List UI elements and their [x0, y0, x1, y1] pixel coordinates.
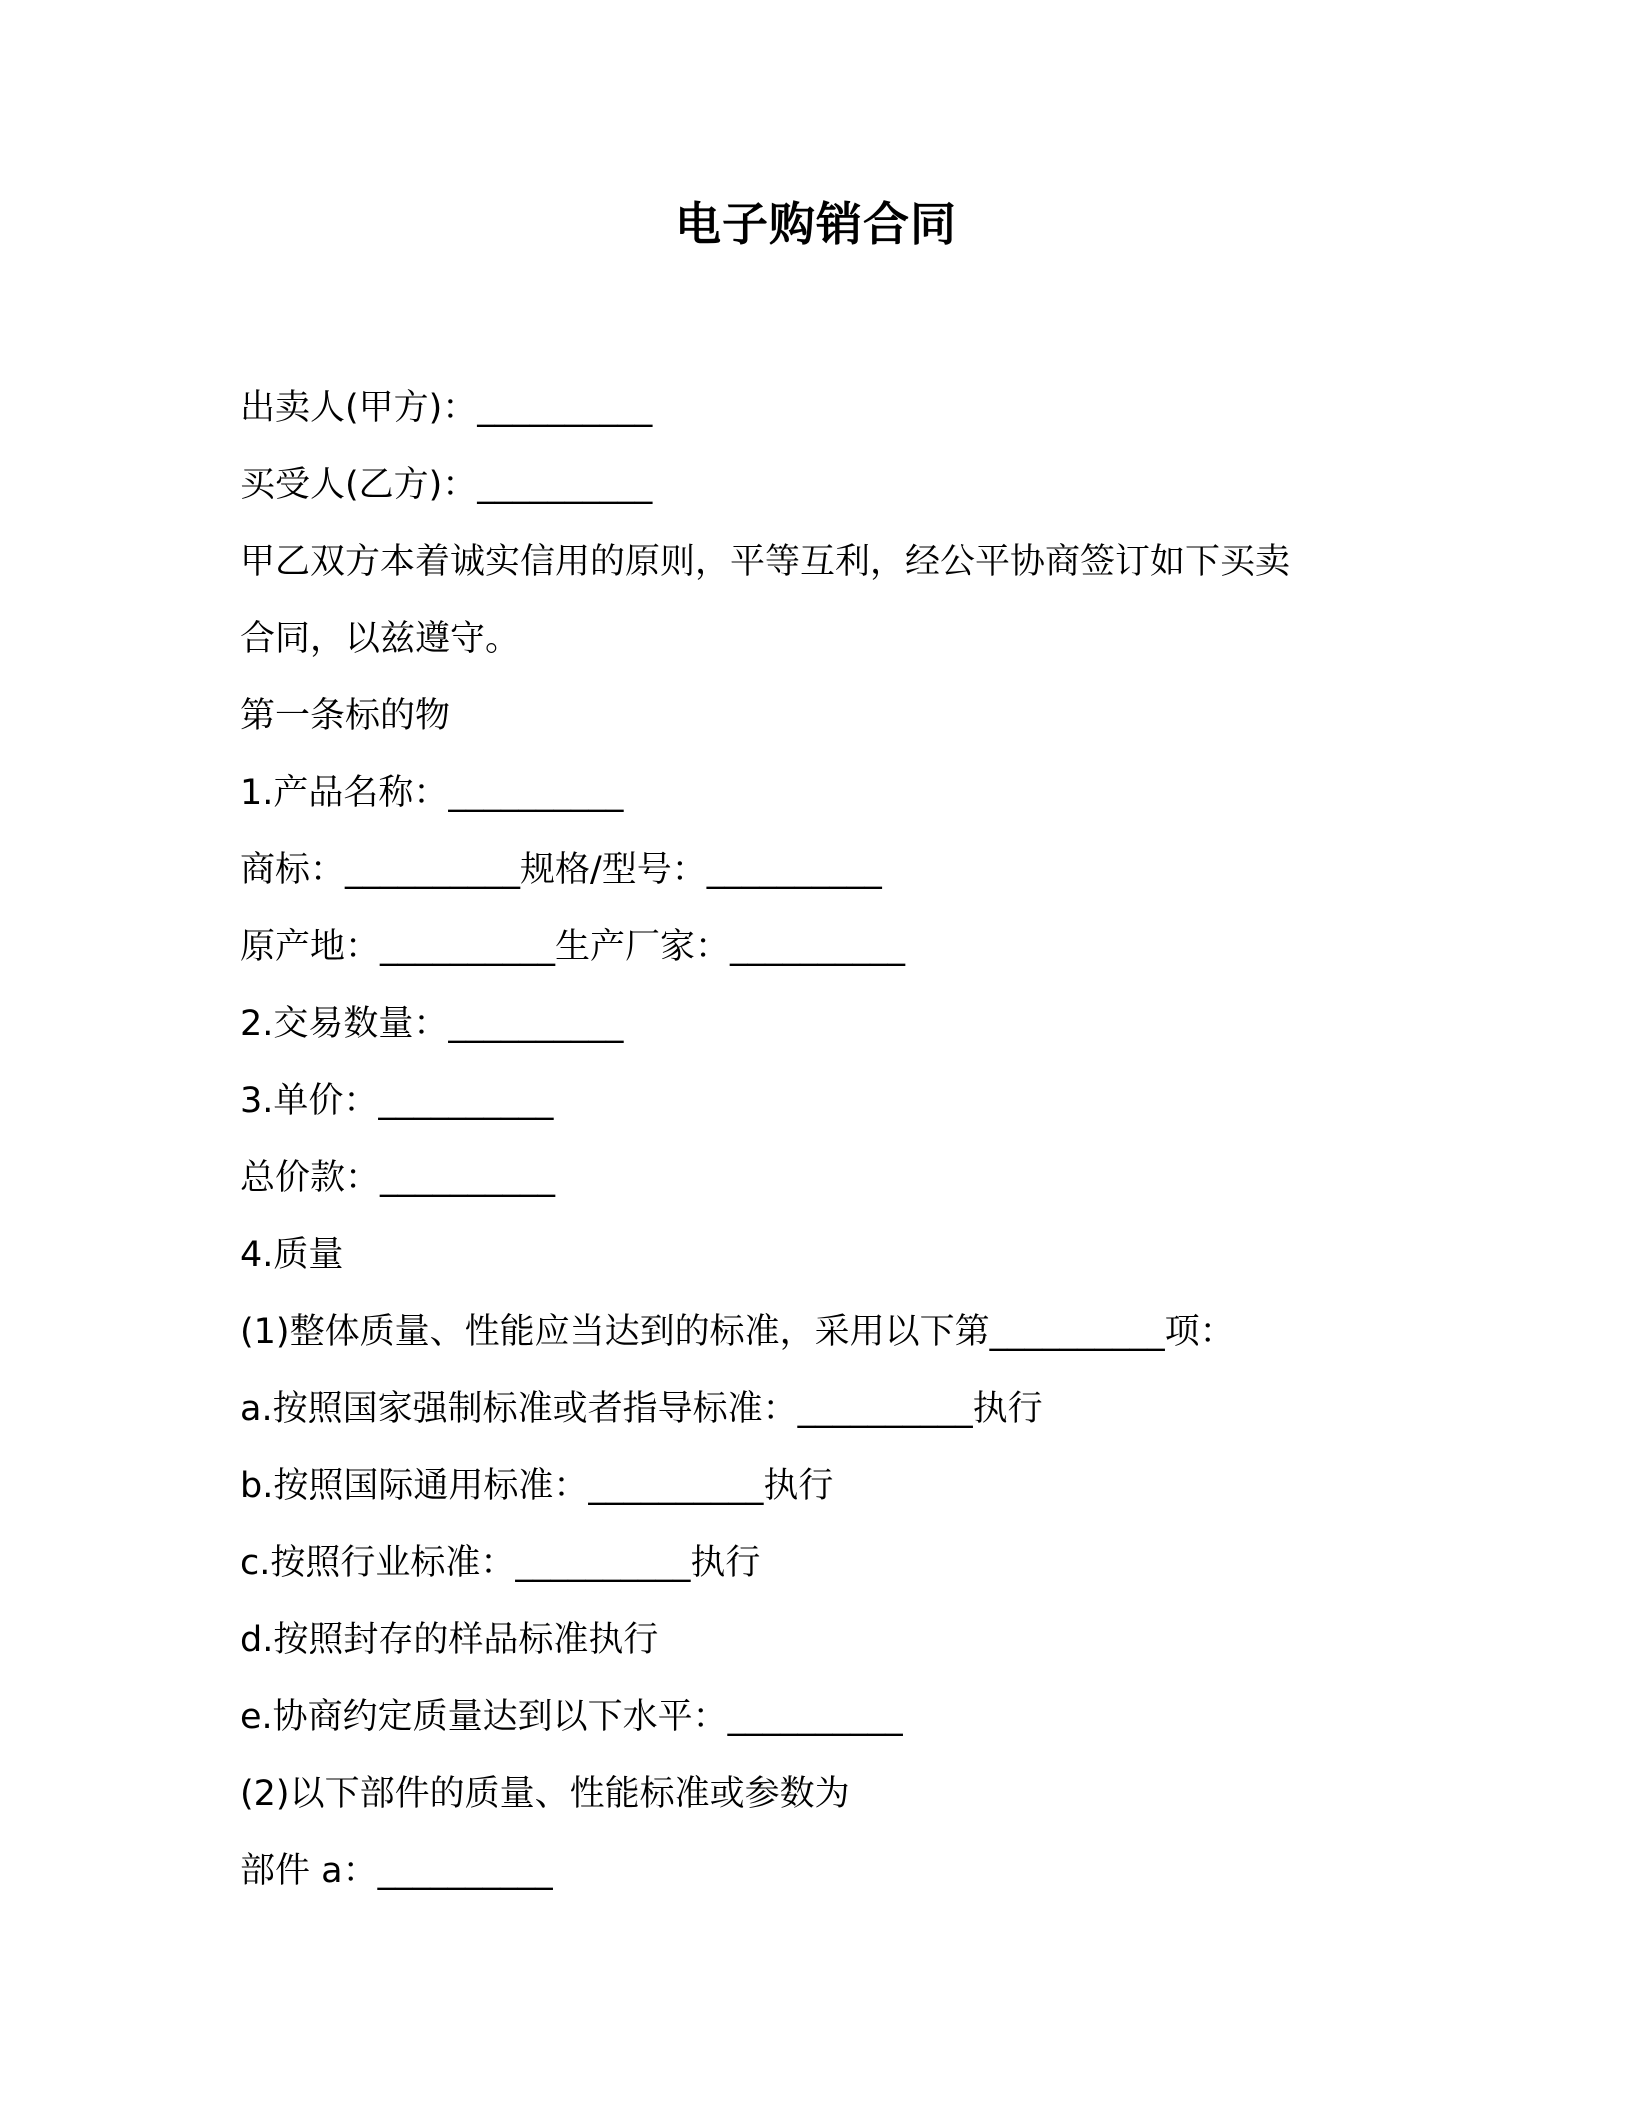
preamble-line-2: 合同，以兹遵守。	[240, 619, 521, 659]
buyer-line: 买受人(乙方)：__________	[240, 465, 653, 505]
quantity-line: 2.交易数量：__________	[240, 1004, 624, 1044]
quality-option-e: e.协商约定质量达到以下水平：__________	[240, 1697, 903, 1737]
quality-option-b: b.按照国际通用标准：__________执行	[240, 1466, 834, 1506]
total-price-line: 总价款：__________	[240, 1158, 556, 1198]
trademark-spec-line: 商标：__________规格/型号：__________	[240, 850, 882, 890]
unit-price-line: 3.单价：__________	[240, 1081, 554, 1121]
document-title: 电子购销合同	[675, 197, 957, 251]
quality-option-c: c.按照行业标准：__________执行	[240, 1543, 761, 1583]
quality-standard-line: (1)整体质量、性能应当达到的标准，采用以下第__________项：	[240, 1312, 1235, 1352]
quality-heading: 4.质量	[240, 1235, 344, 1275]
quality-option-a: a.按照国家强制标准或者指导标准：__________执行	[240, 1389, 1043, 1429]
seller-line: 出卖人(甲方)：__________	[240, 388, 653, 428]
part-a-line: 部件 a：__________	[240, 1851, 553, 1891]
parts-standard-line: (2)以下部件的质量、性能标准或参数为	[240, 1774, 850, 1814]
article-heading: 第一条标的物	[240, 696, 451, 736]
preamble-line-1: 甲乙双方本着诚实信用的原则，平等互利，经公平协商签订如下买卖	[240, 542, 1291, 582]
origin-manufacturer-line: 原产地：__________生产厂家：__________	[240, 927, 906, 967]
quality-option-d: d.按照封存的样品标准执行	[240, 1620, 659, 1660]
product-name-line: 1.产品名称：__________	[240, 773, 624, 813]
document-body	[240, 370, 1390, 1910]
